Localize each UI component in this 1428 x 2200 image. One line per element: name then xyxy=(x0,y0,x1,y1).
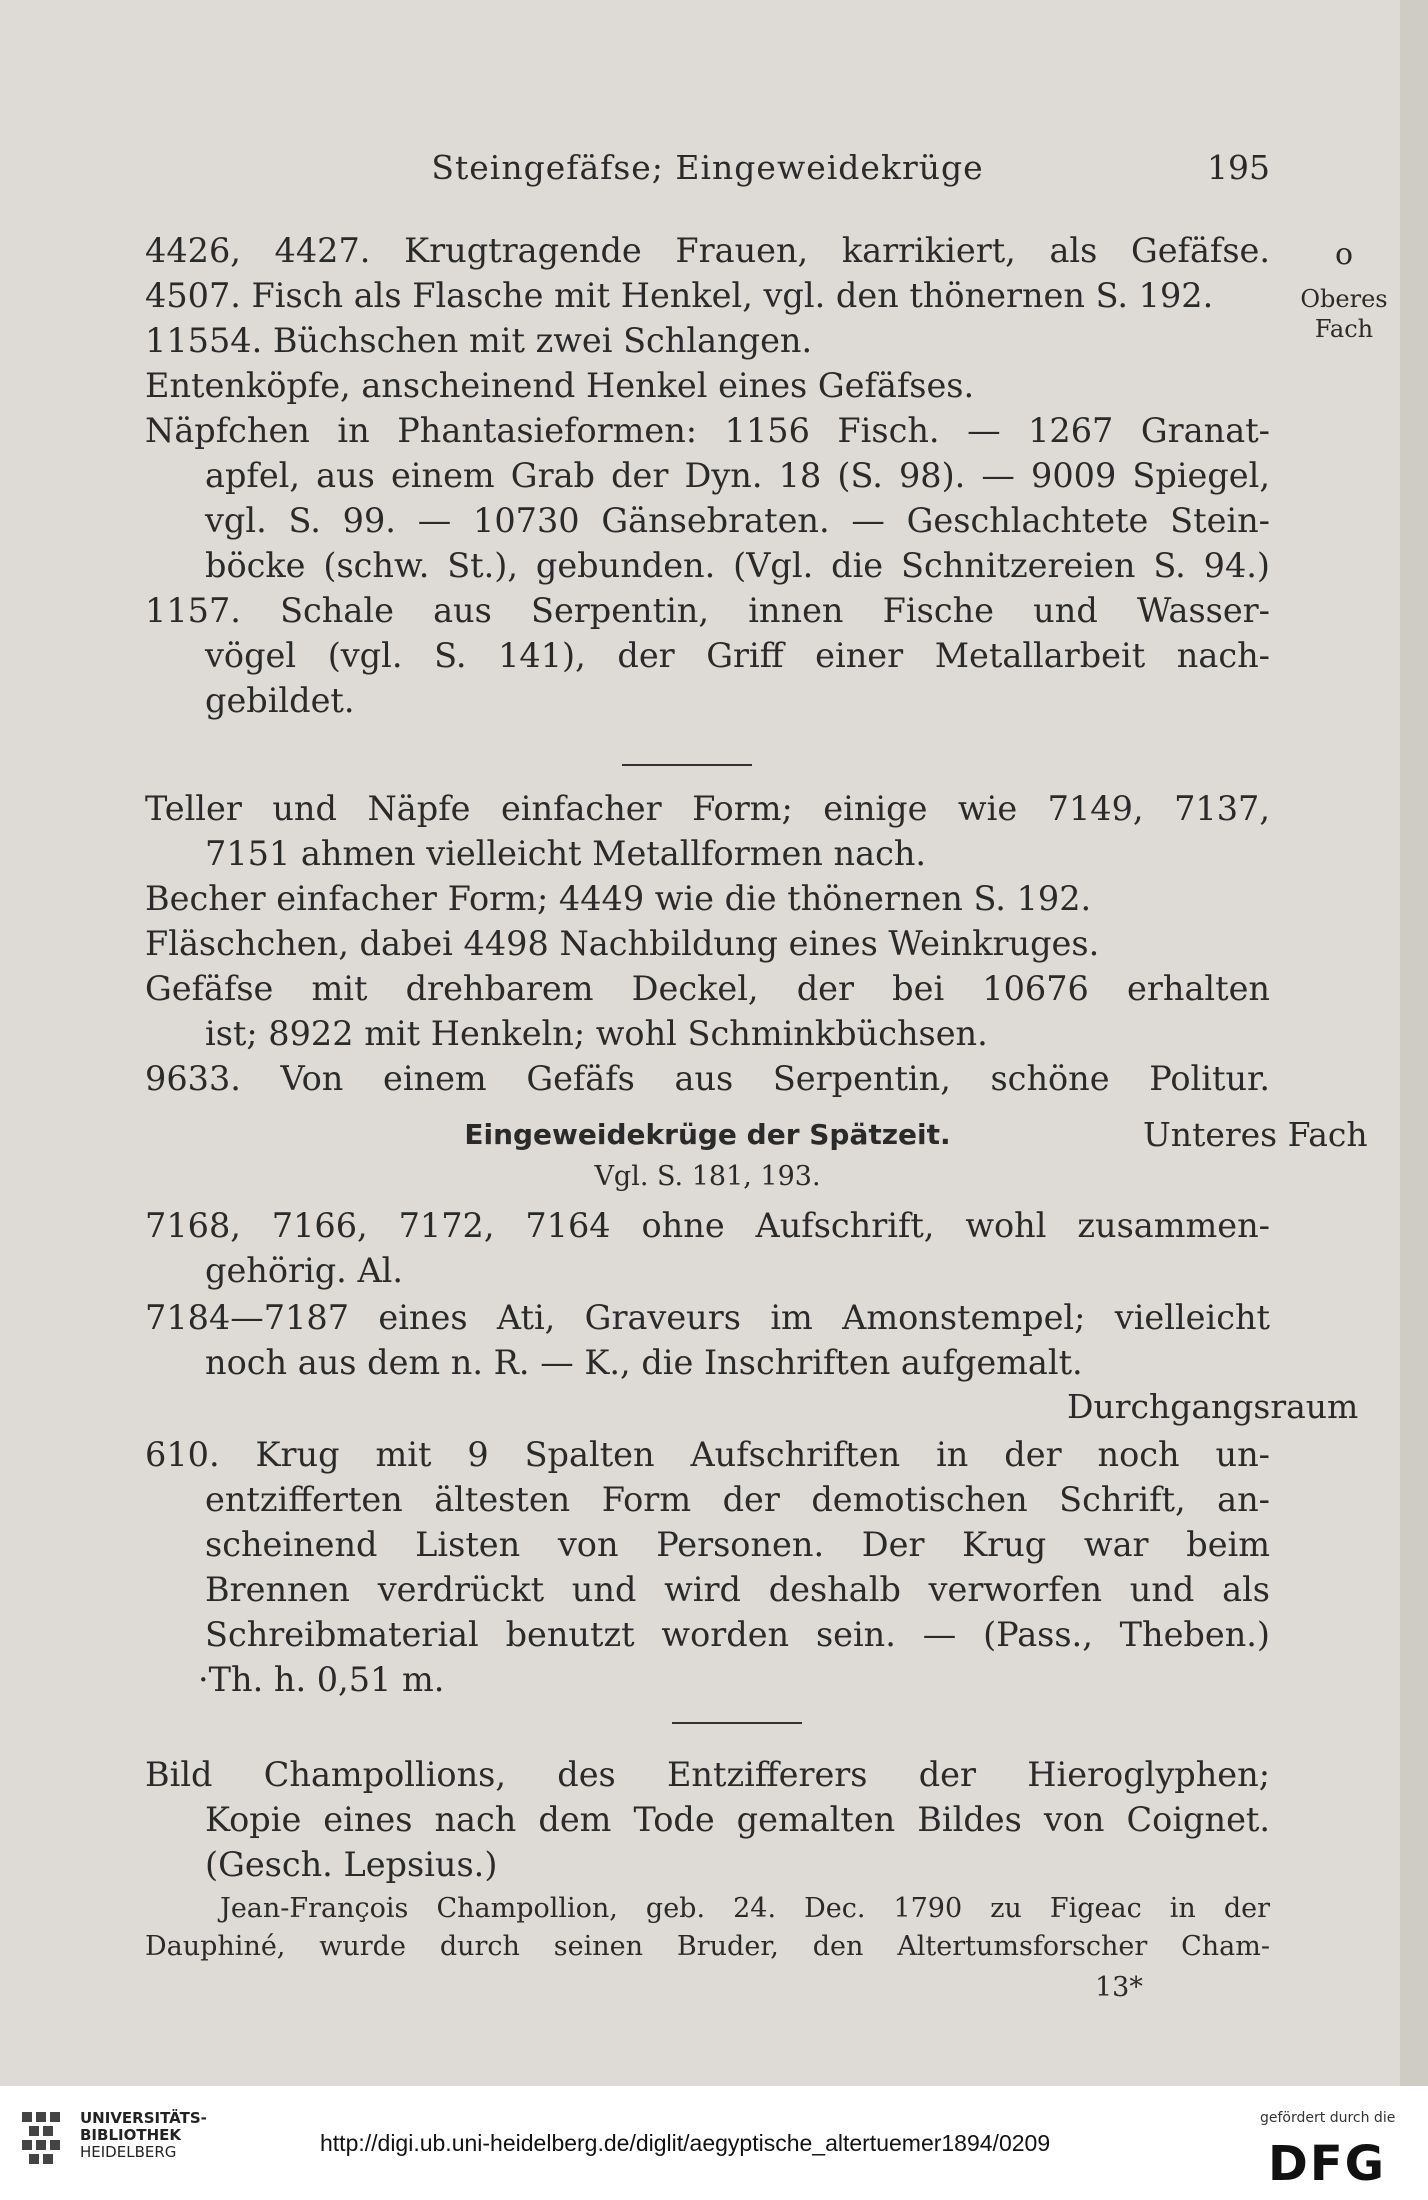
running-title: Steingefäfse; Eingeweidekrüge xyxy=(431,148,984,187)
text-line: scheinend Listen von Personen. Der Krug war beim xyxy=(205,1525,1270,1564)
text-line: Näpfchen in Phantasieformen: 1156 Fisch. — 1267 Granat- xyxy=(145,411,1270,450)
location-label-durchgangsraum: Durchgangsraum xyxy=(1067,1387,1359,1426)
footer-bar xyxy=(0,2086,1428,2200)
library-name-line: HEIDELBERG xyxy=(80,2143,177,2161)
text-line: böcke (schw. St.), gebunden. (Vgl. die Schnitzereien S. 94.) xyxy=(205,546,1270,585)
footnote-line: Dauphiné, wurde durch seinen Bruder, den Altertumsforscher Cham- xyxy=(145,1931,1270,1962)
page-edge xyxy=(1400,0,1428,2086)
section-heading: Eingeweidekrüge der Spätzeit. xyxy=(464,1118,951,1151)
text-line: Schreibmaterial benutzt worden sein. — (Pass., Theben.) xyxy=(205,1615,1270,1654)
text-line: 4426, 4427. Krugtragende Frauen, karrikiert, als Gefäfse. xyxy=(145,231,1270,270)
location-label-unteres-fach: Unteres Fach xyxy=(1143,1115,1368,1154)
margin-note-fach: Fach xyxy=(1314,315,1374,343)
text-line: apfel, aus einem Grab der Dyn. 18 (S. 98). — 9009 Spiegel, xyxy=(205,456,1270,495)
page-number: 195 xyxy=(1207,148,1270,187)
section-divider xyxy=(622,764,752,766)
text-line: noch aus dem n. R. — K., die Inschriften aufgemalt. xyxy=(205,1343,1083,1382)
section-reference: Vgl. S. 181, 193. xyxy=(594,1161,821,1192)
text-line: Gefäfse mit drehbarem Deckel, der bei 10676 erhalten xyxy=(145,969,1270,1008)
running-header xyxy=(145,148,1270,192)
funding-note: gefördert durch die xyxy=(1260,2110,1396,2126)
margin-note-oberes: Oberes xyxy=(1300,285,1388,313)
library-name-line: BIBLIOTHEK xyxy=(80,2126,181,2144)
text-line: Becher einfacher Form; 4449 wie die thönernen S. 192. xyxy=(145,879,1092,918)
dfg-logo: DFG xyxy=(1268,2136,1387,2192)
university-seal-icon xyxy=(20,2108,76,2178)
permalink-url[interactable]: http://digi.ub.uni-heidelberg.de/diglit/aegyptische_altertuemer1894/0209 xyxy=(320,2130,1051,2156)
section-divider xyxy=(672,1722,802,1724)
text-line: 1157. Schale aus Serpentin, innen Fische und Wasser- xyxy=(145,591,1270,630)
text-line: Fläschchen, dabei 4498 Nachbildung eines Weinkruges. xyxy=(145,924,1100,963)
text-line: 9633. Von einem Gefäfs aus Serpentin, schöne Politur. xyxy=(145,1059,1270,1098)
text-line: gebildet. xyxy=(205,681,355,720)
signature-mark: 13* xyxy=(1095,1972,1143,2003)
text-line: 7168, 7166, 7172, 7164 ohne Aufschrift, wohl zusammen- xyxy=(145,1206,1270,1245)
footnote-line: Jean-François Champollion, geb. 24. Dec. 1790 zu Figeac in der xyxy=(220,1893,1270,1924)
text-line: entzifferten ältesten Form der demotischen Schrift, an- xyxy=(205,1480,1270,1519)
library-name-line: UNIVERSITÄTS- xyxy=(80,2109,207,2127)
text-line: Teller und Näpfe einfacher Form; einige wie 7149, 7137, xyxy=(145,789,1270,828)
text-line: Kopie eines nach dem Tode gemalten Bildes von Coignet. xyxy=(205,1800,1270,1839)
text-line: vgl. S. 99. — 10730 Gänsebraten. — Geschlachtete Stein- xyxy=(205,501,1270,540)
text-line: Entenköpfe, anscheinend Henkel eines Gefäfses. xyxy=(145,366,975,405)
text-line: gehörig. Al. xyxy=(205,1251,404,1290)
text-line: vögel (vgl. S. 141), der Griff einer Metallarbeit nach- xyxy=(205,636,1270,675)
text-line: 7184—7187 eines Ati, Graveurs im Amonstempel; vielleicht xyxy=(145,1298,1270,1337)
text-line: 7151 ahmen vielleicht Metallformen nach. xyxy=(205,834,927,873)
text-line: ·Th. h. 0,51 m. xyxy=(198,1660,445,1699)
text-line: 11554. Büchschen mit zwei Schlangen. xyxy=(145,321,813,360)
text-line: (Gesch. Lepsius.) xyxy=(205,1845,498,1884)
library-name xyxy=(80,2110,207,2161)
text-line: Brennen verdrückt und wird deshalb verworfen und als xyxy=(205,1570,1270,1609)
text-line: Bild Champollions, des Entzifferers der Hieroglyphen; xyxy=(145,1755,1270,1794)
margin-note-o: o xyxy=(1334,237,1354,272)
text-line: ist; 8922 mit Henkeln; wohl Schminkbüchsen. xyxy=(205,1014,988,1053)
text-line: 4507. Fisch als Flasche mit Henkel, vgl. den thönernen S. 192. xyxy=(145,276,1214,315)
text-line: 610. Krug mit 9 Spalten Aufschriften in der noch un- xyxy=(145,1435,1270,1474)
